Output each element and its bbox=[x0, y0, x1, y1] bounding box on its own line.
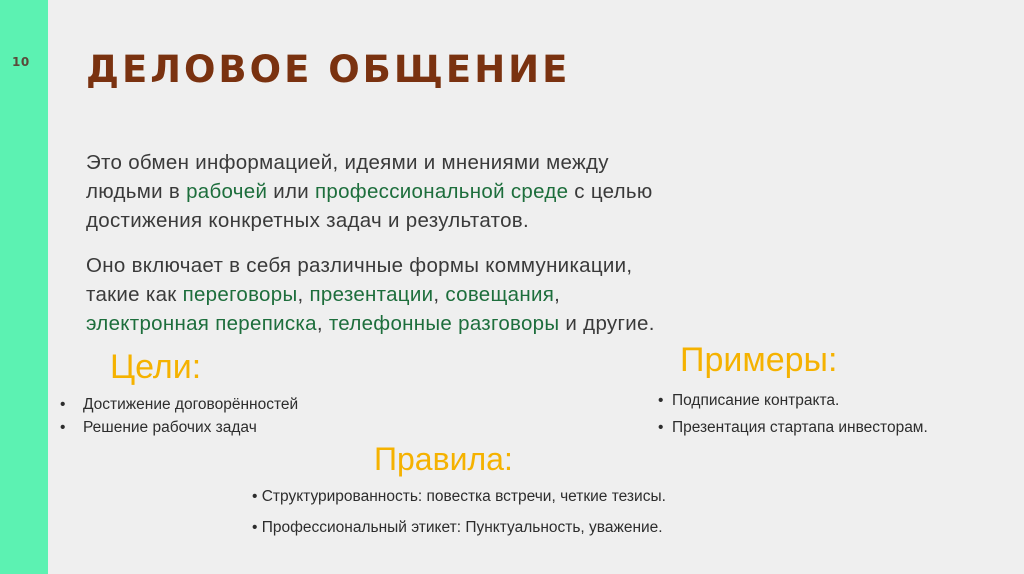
highlight-phone-calls: телефонные разговоры bbox=[328, 312, 560, 335]
forms-paragraph bbox=[86, 251, 746, 338]
forms-line-3 bbox=[86, 309, 746, 338]
goals-item: • Достижение договорённостей bbox=[56, 394, 298, 417]
highlight-professional-environment: профессиональной среде bbox=[314, 180, 569, 203]
examples-item: • Презентация стартапа инвесторам. bbox=[658, 417, 928, 444]
goals-list bbox=[56, 394, 298, 440]
rules-list bbox=[252, 486, 666, 548]
examples-heading: Примеры: bbox=[680, 341, 838, 379]
text-fragment: , bbox=[554, 283, 561, 306]
text-fragment: с целью bbox=[568, 180, 653, 203]
examples-item: • Подписание контракта. bbox=[658, 390, 928, 417]
text-fragment: такие как bbox=[86, 283, 183, 306]
text-fragment: , bbox=[316, 312, 329, 335]
highlight-work: рабочей bbox=[186, 180, 268, 203]
highlight-negotiations: переговоры bbox=[182, 283, 298, 306]
goals-item: • Решение рабочих задач bbox=[56, 417, 298, 440]
text-fragment: или bbox=[267, 180, 315, 203]
highlight-meetings: совещания bbox=[445, 283, 555, 306]
text-fragment: и другие. bbox=[559, 312, 655, 335]
accent-bar bbox=[0, 0, 48, 574]
forms-line-1: Оно включает в себя различные формы коммуникации, bbox=[86, 254, 633, 277]
text-fragment: , bbox=[297, 283, 310, 306]
definition-line-1: Это обмен информацией, идеями и мнениями между bbox=[86, 151, 609, 174]
definition-line-3: достижения конкретных задач и результатов. bbox=[86, 209, 529, 232]
rules-item: • Структурированность: повестка встречи, четкие тезисы. bbox=[252, 488, 666, 505]
rules-heading: Правила: bbox=[374, 441, 513, 477]
definition-line-2 bbox=[86, 177, 746, 206]
text-fragment: , bbox=[433, 283, 446, 306]
rules-item: • Профессиональный этикет: Пунктуальность, уважение. bbox=[252, 519, 663, 536]
highlight-email: электронная переписка bbox=[86, 312, 317, 335]
definition-paragraph bbox=[86, 148, 746, 235]
page-number: 10 bbox=[12, 55, 30, 69]
goals-heading: Цели: bbox=[110, 348, 202, 386]
forms-line-2 bbox=[86, 280, 746, 309]
examples-list bbox=[658, 390, 928, 444]
highlight-presentations: презентации bbox=[309, 283, 434, 306]
text-fragment: людьми в bbox=[86, 180, 187, 203]
slide-title: ДЕЛОВОЕ ОБЩЕНИЕ bbox=[86, 48, 571, 91]
